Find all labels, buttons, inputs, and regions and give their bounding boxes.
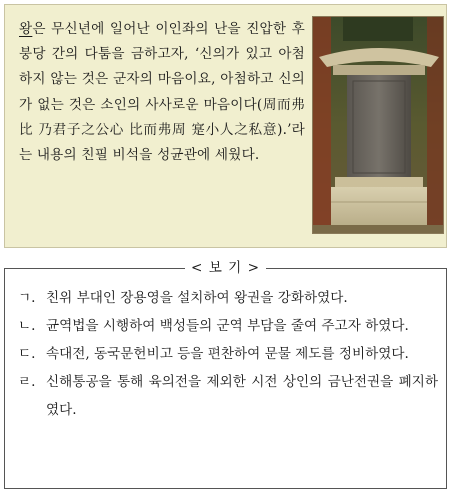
- bogi-item-a: [18, 284, 438, 312]
- item-text: 친위 부대인 장용영을 설치하여 왕권을 강화하였다.: [46, 290, 348, 306]
- item-text: 신해통공을 통해 육의전을 제외한 시전 상인의 금난전권을 폐지하였다.: [46, 374, 438, 418]
- passage-box: [4, 4, 447, 248]
- passage-text: [19, 17, 305, 168]
- stele-pavilion-image: [313, 17, 444, 234]
- bogi-title: < 보 기 >: [190, 260, 260, 276]
- item-text: 속대전, 동국문헌비고 등을 편찬하여 문물 제도를 정비하였다.: [46, 346, 409, 362]
- item-mark: ㄷ.: [18, 346, 36, 362]
- underlined-word: 왕: [19, 21, 33, 37]
- bogi-item-c: [18, 340, 438, 368]
- bogi-top-border-right: [266, 268, 447, 269]
- item-mark: ㄴ.: [18, 318, 36, 334]
- bogi-items: [18, 284, 438, 424]
- bogi-item-d: [18, 368, 438, 424]
- item-text: 균역법을 시행하여 백성들의 군역 부담을 줄여 주고자 하였다.: [46, 318, 409, 334]
- bogi-top-border-left: [4, 268, 185, 269]
- item-mark: ㄱ.: [18, 290, 36, 306]
- passage-body: 은 무신년에 일어난 이인좌의 난을 진압한 후 붕당 간의 다툼을 금하고자, ‘신의가 있고 아첨하지 않는 것은 군자의 마음이요, 아첨하고 신의가 없는 것은 소인의 사사로운 마음이다(周而弗比 乃君子之公心 比而弗周 寔小人之私意).’라는 내용의 친필 비석을 성균관에 세웠다.: [19, 21, 305, 164]
- item-mark: ㄹ.: [18, 374, 36, 390]
- bogi-item-b: [18, 312, 438, 340]
- stele-photo: [312, 16, 444, 234]
